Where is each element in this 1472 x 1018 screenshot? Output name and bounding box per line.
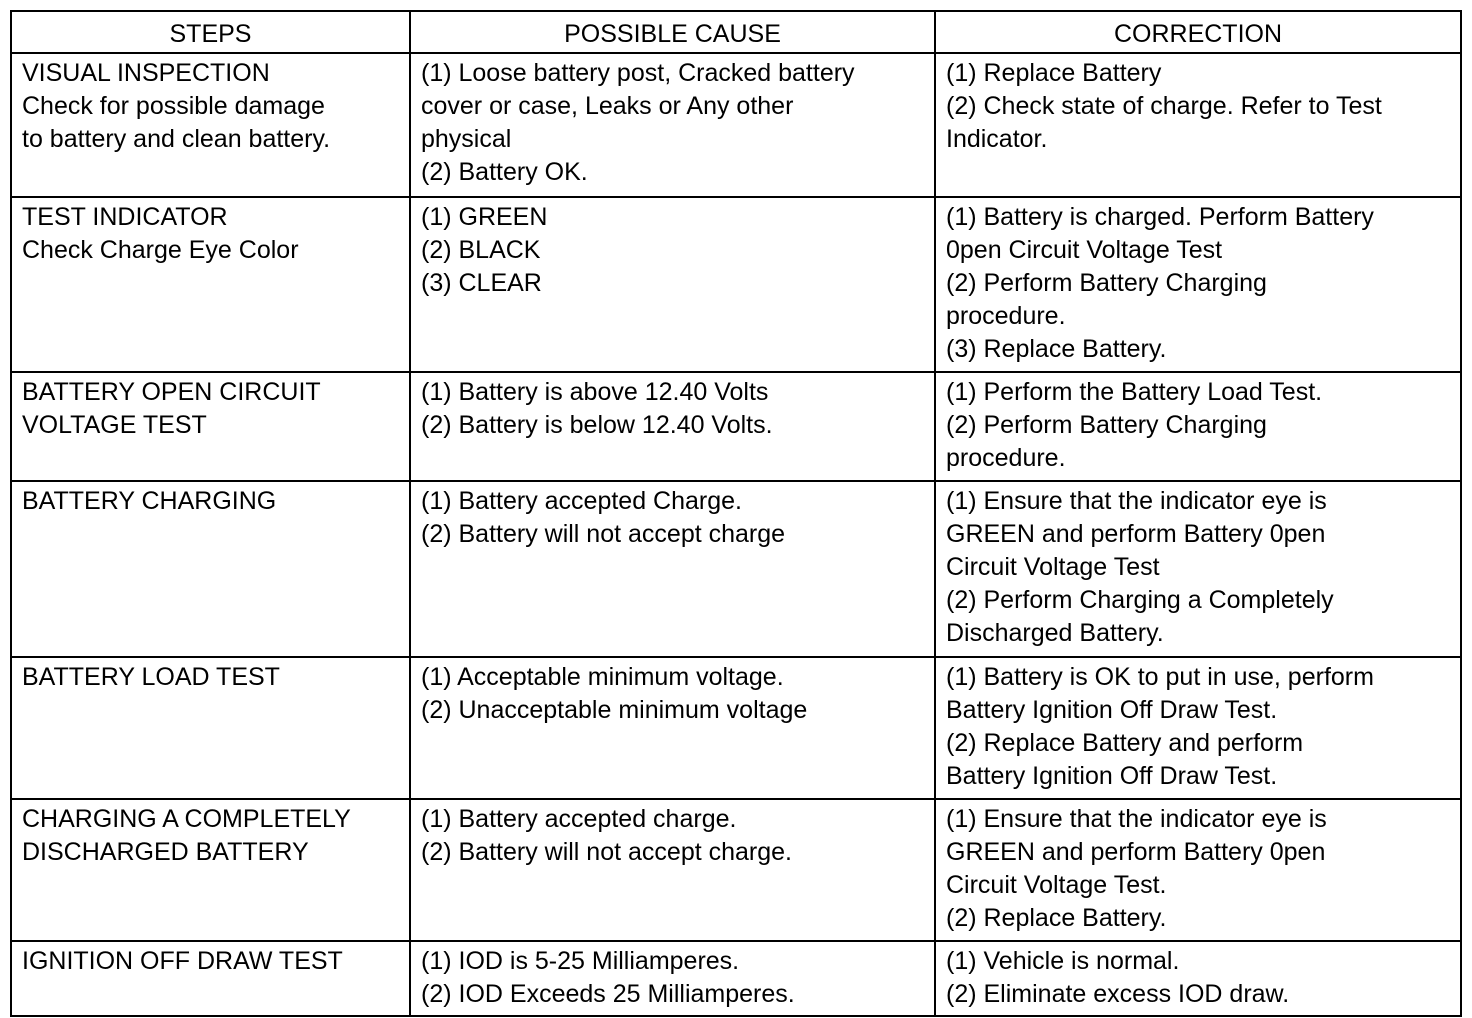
correction-cell (935, 657, 1461, 799)
table-row (11, 197, 1461, 372)
cause-cell (410, 372, 935, 481)
step-text: DISCHARGED BATTERY (22, 838, 309, 866)
step-text: TEST INDICATOR (22, 203, 228, 231)
correction-text: GREEN and perform Battery 0pen (946, 838, 1326, 866)
step-text: to battery and clean battery. (22, 125, 331, 153)
correction-text: (1) Battery is OK to put in use, perform (946, 663, 1374, 691)
cause-text: cover or case, Leaks or Any other (421, 92, 794, 120)
step-cell (11, 372, 410, 481)
correction-text: (2) Replace Battery. (946, 904, 1167, 932)
cause-text: (1) Loose battery post, Cracked battery (421, 59, 855, 87)
correction-text: (2) Replace Battery and perform (946, 729, 1304, 757)
correction-text: (1) Perform the Battery Load Test. (946, 378, 1323, 406)
step-text: BATTERY OPEN CIRCUIT (22, 378, 321, 406)
correction-cell (935, 53, 1461, 197)
battery-diagnosis-table (10, 10, 1462, 1017)
correction-text: procedure. (946, 302, 1066, 330)
cause-text: physical (421, 125, 512, 153)
correction-cell (935, 372, 1461, 481)
cause-cell (410, 53, 935, 197)
table-row (11, 941, 1461, 1016)
cause-text: (2) IOD Exceeds 25 Milliamperes. (421, 980, 795, 1008)
step-text: BATTERY LOAD TEST (22, 663, 280, 691)
cause-text: (1) Battery accepted Charge. (421, 487, 742, 515)
cause-cell (410, 481, 935, 657)
step-cell (11, 53, 410, 197)
cause-text: (1) IOD is 5-25 Milliamperes. (421, 947, 740, 975)
table-row (11, 657, 1461, 799)
cause-cell (410, 799, 935, 941)
table-row (11, 372, 1461, 481)
step-cell (11, 799, 410, 941)
cause-text: (3) CLEAR (421, 269, 542, 297)
step-text: CHARGING A COMPLETELY (22, 805, 351, 833)
cause-text: (1) Battery is above 12.40 Volts (421, 378, 769, 406)
step-cell (11, 481, 410, 657)
correction-cell (935, 197, 1461, 372)
cause-text: (2) Battery OK. (421, 158, 588, 186)
correction-text: (2) Check state of charge. Refer to Test (946, 92, 1382, 120)
correction-text: (2) Eliminate excess IOD draw. (946, 980, 1290, 1008)
correction-text: procedure. (946, 444, 1066, 472)
correction-cell (935, 481, 1461, 657)
table-row (11, 799, 1461, 941)
step-text: BATTERY CHARGING (22, 487, 277, 515)
correction-text: (1) Ensure that the indicator eye is (946, 487, 1327, 515)
correction-text: (3) Replace Battery. (946, 335, 1167, 363)
cause-text: (2) Unacceptable minimum voltage (421, 696, 808, 724)
cause-text: (2) Battery will not accept charge (421, 520, 786, 548)
correction-text: (2) Perform Battery Charging (946, 411, 1267, 439)
correction-text: Battery Ignition Off Draw Test. (946, 762, 1278, 790)
correction-text: GREEN and perform Battery 0pen (946, 520, 1326, 548)
step-cell (11, 941, 410, 1016)
correction-text: (1) Ensure that the indicator eye is (946, 805, 1327, 833)
correction-cell (935, 941, 1461, 1016)
table-header-row (11, 11, 1461, 53)
cause-text: (1) Battery accepted charge. (421, 805, 737, 833)
correction-text: (1) Battery is charged. Perform Battery (946, 203, 1374, 231)
correction-text: Battery Ignition Off Draw Test. (946, 696, 1278, 724)
correction-text: Indicator. (946, 125, 1048, 153)
step-text: IGNITION OFF DRAW TEST (22, 947, 343, 975)
table-row (11, 53, 1461, 197)
correction-text: (2) Perform Charging a Completely (946, 586, 1334, 614)
cause-text: (2) Battery is below 12.40 Volts. (421, 411, 773, 439)
cause-cell (410, 657, 935, 799)
step-cell (11, 197, 410, 372)
step-text: Check for possible damage (22, 92, 325, 120)
correction-cell (935, 799, 1461, 941)
cause-text: (2) BLACK (421, 236, 541, 264)
correction-text: Discharged Battery. (946, 619, 1164, 647)
correction-text: (2) Perform Battery Charging (946, 269, 1267, 297)
cause-cell (410, 197, 935, 372)
correction-text: Circuit Voltage Test (946, 553, 1160, 581)
correction-text: (1) Replace Battery (946, 59, 1162, 87)
cause-cell (410, 941, 935, 1016)
header-possible-cause: POSSIBLE CAUSE (410, 11, 935, 53)
cause-text: (1) Acceptable minimum voltage. (421, 663, 784, 691)
cause-text: (1) GREEN (421, 203, 548, 231)
table-row (11, 481, 1461, 657)
step-text: Check Charge Eye Color (22, 236, 299, 264)
step-text: VOLTAGE TEST (22, 411, 207, 439)
step-cell (11, 657, 410, 799)
correction-text: (1) Vehicle is normal. (946, 947, 1180, 975)
header-steps: STEPS (11, 11, 410, 53)
step-text: VISUAL INSPECTION (22, 59, 270, 87)
header-correction: CORRECTION (935, 11, 1461, 53)
cause-text: (2) Battery will not accept charge. (421, 838, 792, 866)
correction-text: Circuit Voltage Test. (946, 871, 1167, 899)
correction-text: 0pen Circuit Voltage Test (946, 236, 1223, 264)
